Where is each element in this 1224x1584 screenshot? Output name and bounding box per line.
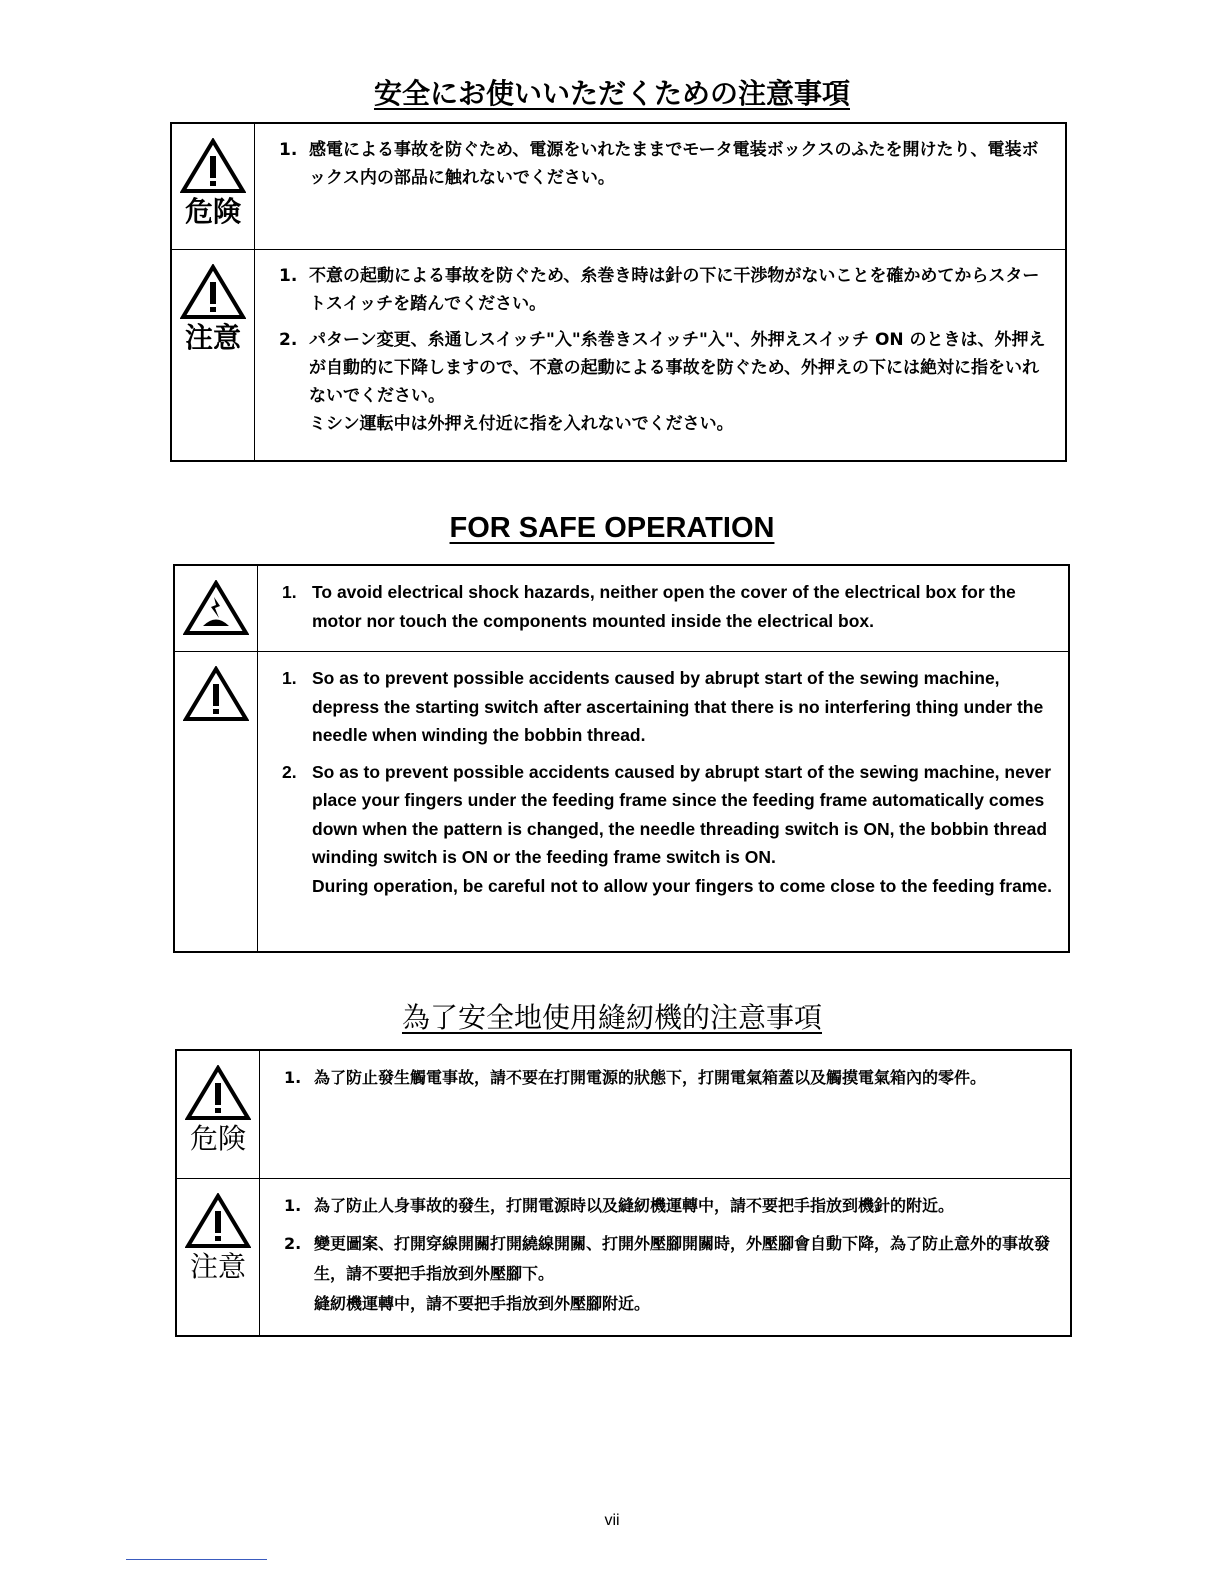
english-safety-table bbox=[173, 564, 1070, 953]
list-item: 1. 不意の起動による事故を防ぐため、糸巻き時は針の下に干渉物がないことを確かめてからスタートスイッチを踏んでください。 bbox=[279, 265, 1040, 314]
list-item: 1. To avoid electrical shock hazards, neither open the cover of the electrical box for the motor nor touch the components mounted inside the electrical box. bbox=[282, 582, 1016, 631]
japanese-danger-icon-cell bbox=[171, 123, 255, 249]
footer-divider bbox=[126, 1559, 267, 1560]
chinese-caution-content bbox=[260, 1178, 1072, 1336]
english-danger-content bbox=[258, 565, 1070, 652]
japanese-danger-content bbox=[255, 123, 1067, 249]
caution-label: 注意 bbox=[184, 320, 241, 354]
chinese-safety-table bbox=[175, 1049, 1072, 1337]
english-caution-icon-cell bbox=[174, 652, 258, 952]
chinese-caution-icon-cell bbox=[176, 1178, 260, 1336]
english-caution-content bbox=[258, 652, 1070, 952]
list-item: 1. 為了防止人身事故的發生，打開電源時以及縫紉機運轉中，請不要把手指放到機針的附近。 bbox=[284, 1195, 955, 1215]
danger-label: 危険 bbox=[184, 195, 241, 228]
chinese-section-title: 為了安全地使用縫紉機的注意事項 bbox=[401, 1001, 822, 1034]
page-number: vii bbox=[604, 1512, 620, 1529]
english-section-title: FOR SAFE OPERATION bbox=[449, 512, 775, 544]
list-item: 2. 變更圖案、打開穿線開關打開繞線開關、打開外壓腳開關時，外壓腳會自動下降，為了防止意外的事故發生，請不要把手指放到外壓腳下。 縫紉機運轉中，請不要把手指放到外壓腳附近。 bbox=[284, 1233, 1051, 1313]
japanese-safety-table bbox=[170, 122, 1067, 462]
chinese-danger-list bbox=[260, 1051, 1070, 1109]
list-item: 1. 為了防止發生觸電事故，請不要在打開電源的狀態下，打開電氣箱蓋以及觸摸電氣箱內的零件。 bbox=[284, 1068, 987, 1087]
warning-triangle-icon bbox=[185, 1193, 251, 1249]
list-item: 2. パターン変更、糸通しスイッチ"入"糸巻きスイッチ"入"、外押えスイッチ ON のときは、外押えが自動的に下降しますので、不意の起動による事故を防ぐため、外押えの下には絶対に指をいれないでください。 ミシン運転中は外押え付近に指を入れないでください。 bbox=[279, 329, 1046, 434]
chinese-danger-content bbox=[260, 1050, 1072, 1178]
caution-label: 注意 bbox=[189, 1249, 246, 1283]
warning-triangle-icon bbox=[183, 666, 249, 722]
chinese-caution-list bbox=[260, 1179, 1070, 1335]
warning-triangle-icon bbox=[180, 264, 246, 320]
english-caution-list bbox=[258, 652, 1068, 916]
electrical-shock-warning-icon bbox=[183, 580, 249, 636]
japanese-caution-list bbox=[255, 250, 1065, 454]
list-item: 2. So as to prevent possible accidents caused by abrupt start of the sewing machine, never place your fingers under the feeding frame since the feeding frame automatically comes down when the pattern is changed, the needle threading switch is ON, the bobbin thread winding switch is ON or the feeding frame switch is ON. During operation, be careful not to allow your fingers to come close to the feeding frame. bbox=[282, 761, 1052, 896]
japanese-danger-list bbox=[255, 124, 1065, 208]
english-danger-icon-cell bbox=[174, 565, 258, 652]
warning-triangle-icon bbox=[185, 1065, 251, 1121]
english-danger-list bbox=[258, 566, 1068, 651]
japanese-caution-content bbox=[255, 249, 1067, 461]
danger-label: 危険 bbox=[189, 1122, 246, 1155]
list-item: 1. So as to prevent possible accidents caused by abrupt start of the sewing machine, depress the starting switch after ascertaining that there is no interfering thing under the needle when winding the bobbin thread. bbox=[282, 668, 1044, 745]
list-item: 1. 感電による事故を防ぐため、電源をいれたままでモータ電装ボックスのふたを開けたり、電装ボックス内の部品に触れないでください。 bbox=[279, 140, 1039, 188]
warning-triangle-icon bbox=[180, 138, 246, 194]
japanese-caution-icon-cell bbox=[171, 249, 255, 461]
chinese-danger-icon-cell bbox=[176, 1050, 260, 1178]
japanese-section-title: 安全にお使いいただくための注意事項 bbox=[373, 77, 850, 110]
